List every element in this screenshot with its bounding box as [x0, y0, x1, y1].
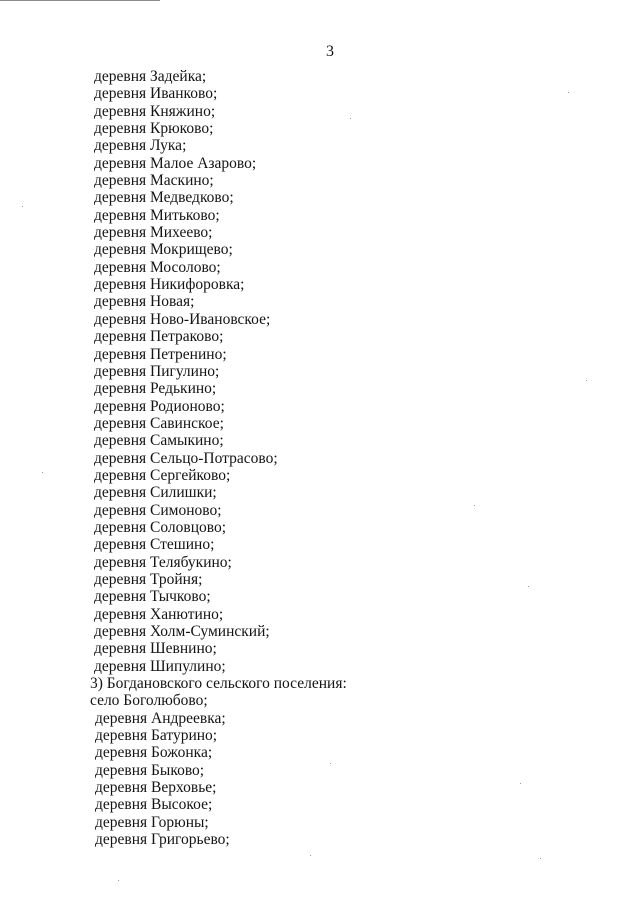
- list-item: деревня Самыкино;: [94, 432, 224, 450]
- list-item: деревня Силишки;: [94, 484, 217, 502]
- scan-speck: [330, 763, 331, 764]
- list-item: деревня Соловцово;: [94, 518, 227, 536]
- scan-speck: [350, 118, 351, 119]
- list-item: деревня Андреевка;: [95, 709, 226, 727]
- settlement-list: [0, 68, 640, 848]
- top-edge-rule: [0, 0, 160, 1]
- list-item: деревня Ханютино;: [94, 605, 224, 623]
- list-item: деревня Пигулино;: [94, 362, 220, 380]
- list-item: деревня Княжино;: [94, 102, 216, 120]
- list-item: деревня Холм-Суминский;: [94, 623, 270, 640]
- list-item: деревня Новая;: [94, 293, 195, 311]
- list-item: деревня Крюково;: [94, 120, 214, 138]
- list-item: деревня Григорьево;: [95, 831, 230, 849]
- list-item: деревня Петраково;: [94, 328, 224, 346]
- list-heading-or-item: село Боголюбово;: [90, 692, 208, 710]
- list-item: деревня Мокрищево;: [94, 241, 233, 259]
- list-item: деревня Сергейково;: [94, 466, 231, 484]
- scan-speck: [118, 880, 119, 881]
- list-item: деревня Шевнино;: [94, 640, 217, 658]
- list-item: деревня Высокое;: [95, 796, 213, 814]
- list-item: деревня Тычково;: [94, 588, 211, 606]
- list-item: деревня Верховье;: [95, 779, 217, 797]
- scan-speck: [568, 92, 569, 93]
- list-item: деревня Задейка;: [94, 68, 207, 85]
- list-item: деревня Михеево;: [94, 224, 213, 242]
- list-item: деревня Иванково;: [94, 85, 218, 103]
- scan-speck: [520, 783, 521, 784]
- scan-speck: [42, 472, 43, 473]
- list-heading-or-item: 3) Богдановского сельского поселения:: [90, 675, 347, 693]
- scan-speck: [474, 505, 475, 506]
- list-item: деревня Телябукино;: [94, 553, 232, 571]
- list-item: деревня Лука;: [94, 137, 187, 155]
- scan-speck: [310, 855, 311, 856]
- list-item: деревня Шипулино;: [94, 657, 226, 675]
- list-item: деревня Симоново;: [94, 501, 222, 519]
- list-item: деревня Никифоровка;: [94, 276, 245, 294]
- scan-speck: [22, 206, 23, 207]
- list-item: деревня Стешино;: [94, 536, 215, 554]
- scan-speck: [540, 858, 541, 859]
- list-item: деревня Батурино;: [95, 727, 218, 745]
- list-item: деревня Горюны;: [95, 813, 209, 831]
- list-item: деревня Тройня;: [94, 570, 203, 588]
- list-item: деревня Быково;: [95, 761, 205, 779]
- list-item: деревня Петренино;: [94, 345, 227, 363]
- page-number: 3: [326, 43, 334, 60]
- list-item: деревня Митьково;: [94, 206, 220, 224]
- list-item: деревня Родионово;: [94, 397, 225, 415]
- list-item: деревня Ново-Ивановское;: [94, 310, 271, 328]
- list-item: деревня Медведково;: [94, 189, 234, 207]
- scan-speck: [528, 586, 529, 587]
- list-item: деревня Малое Азарово;: [94, 154, 257, 172]
- scan-speck: [586, 380, 587, 381]
- list-item: деревня Редькино;: [94, 380, 217, 398]
- list-item: деревня Божонка;: [95, 744, 213, 762]
- list-item: деревня Маскино;: [94, 172, 214, 190]
- list-item: деревня Мосолово;: [94, 258, 221, 276]
- list-item: деревня Савинское;: [94, 414, 224, 432]
- list-item: деревня Сельцо-Потрасово;: [94, 449, 278, 467]
